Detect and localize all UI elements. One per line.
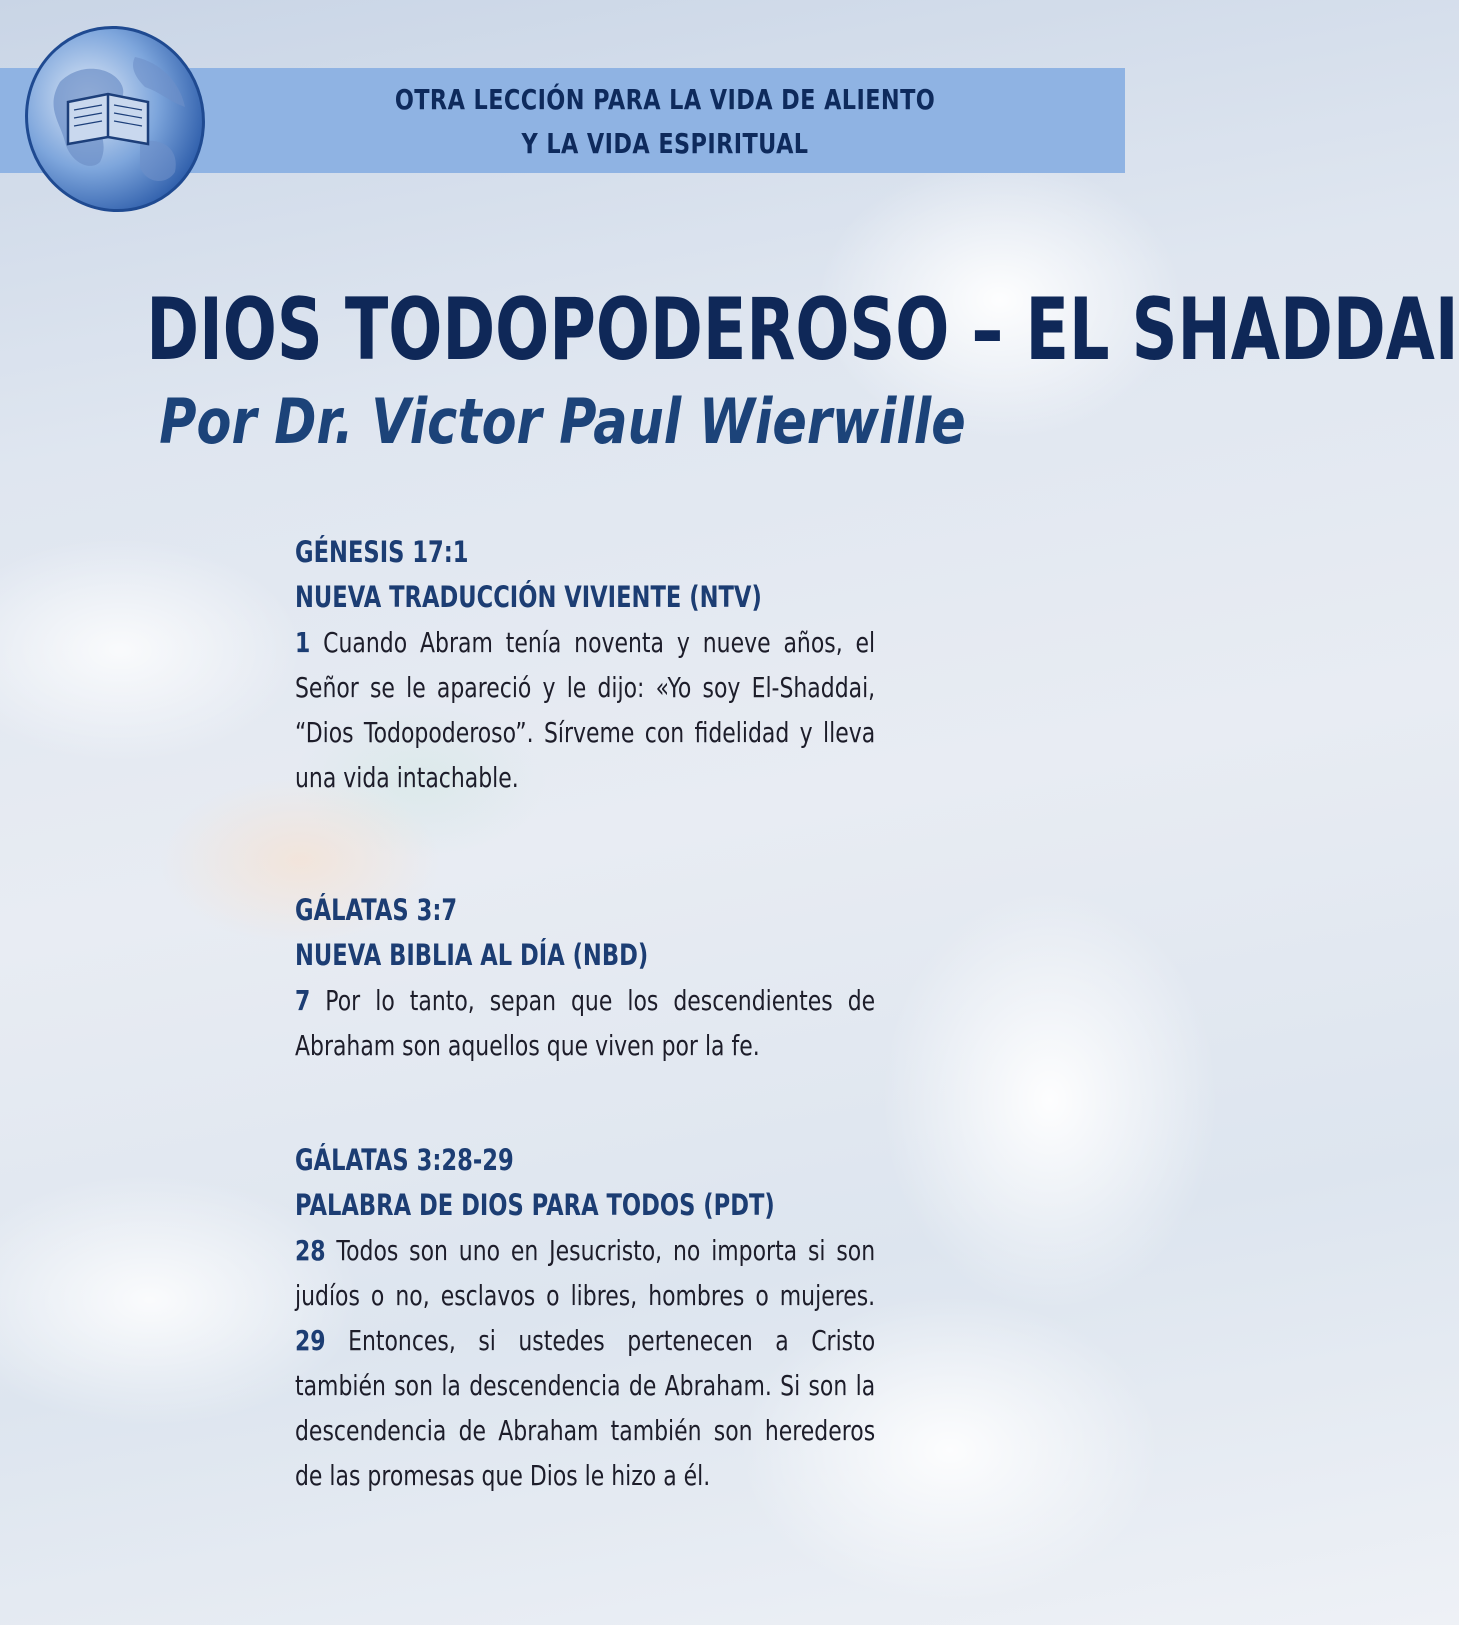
- verse-text: [295, 1228, 875, 1498]
- passage-reference: GÉNESIS 17:1: [295, 535, 469, 569]
- banner-title: [377, 78, 953, 166]
- passage-version: NUEVA TRADUCCIÓN VIVIENTE (NTV): [295, 580, 762, 614]
- passage-version: PALABRA DE DIOS PARA TODOS (PDT): [295, 1188, 775, 1222]
- verse-body: Entonces, si ustedes pertenecen a Cristo también son la descendencia de Abraham. Si son la descendencia de Abraham también son herederos de las promesas que Dios le hizo a él.: [295, 1324, 876, 1492]
- verse-text: [295, 978, 875, 1068]
- verse-body: Todos son uno en Jesucristo, no importa si son judíos o no, esclavos o libres, hombres o mujeres.: [295, 1234, 876, 1312]
- verse-body: Por lo tanto, sepan que los descendientes de Abraham son aquellos que viven por la fe.: [295, 984, 876, 1062]
- passage-version: NUEVA BIBLIA AL DÍA (NBD): [295, 938, 649, 972]
- verse-number: 28: [295, 1234, 326, 1267]
- verse-number: 7: [295, 984, 311, 1017]
- passage-reference: GÁLATAS 3:7: [295, 893, 458, 927]
- verse-number: 29: [295, 1324, 326, 1357]
- banner-line-1: OTRA LECCIÓN PARA LA VIDA DE ALIENTO: [394, 83, 936, 116]
- passage-reference: GÁLATAS 3:28-29: [295, 1143, 514, 1177]
- verse-body: Cuando Abram tenía noventa y nueve años, el Señor se le apareció y le dijo: «Yo soy El-Shaddai, “Dios Todopoderoso”. Sírveme con fidelidad y lleva una vida intachable.: [295, 626, 876, 794]
- passage-galatas-3-28-29: [295, 1138, 875, 1498]
- passage-galatas-3-7: [295, 888, 875, 1068]
- page-title: DIOS TODOPODEROSO – EL SHADDAI: [146, 280, 1459, 380]
- banner-line-2: Y LA VIDA ESPIRITUAL: [521, 127, 809, 160]
- author-subtitle: Por Dr. Victor Paul Wierwille: [159, 385, 966, 458]
- verse-number: 1: [295, 626, 311, 659]
- passage-genesis: [295, 530, 875, 800]
- globe-bible-logo-icon: [20, 22, 210, 217]
- verse-text: [295, 620, 875, 800]
